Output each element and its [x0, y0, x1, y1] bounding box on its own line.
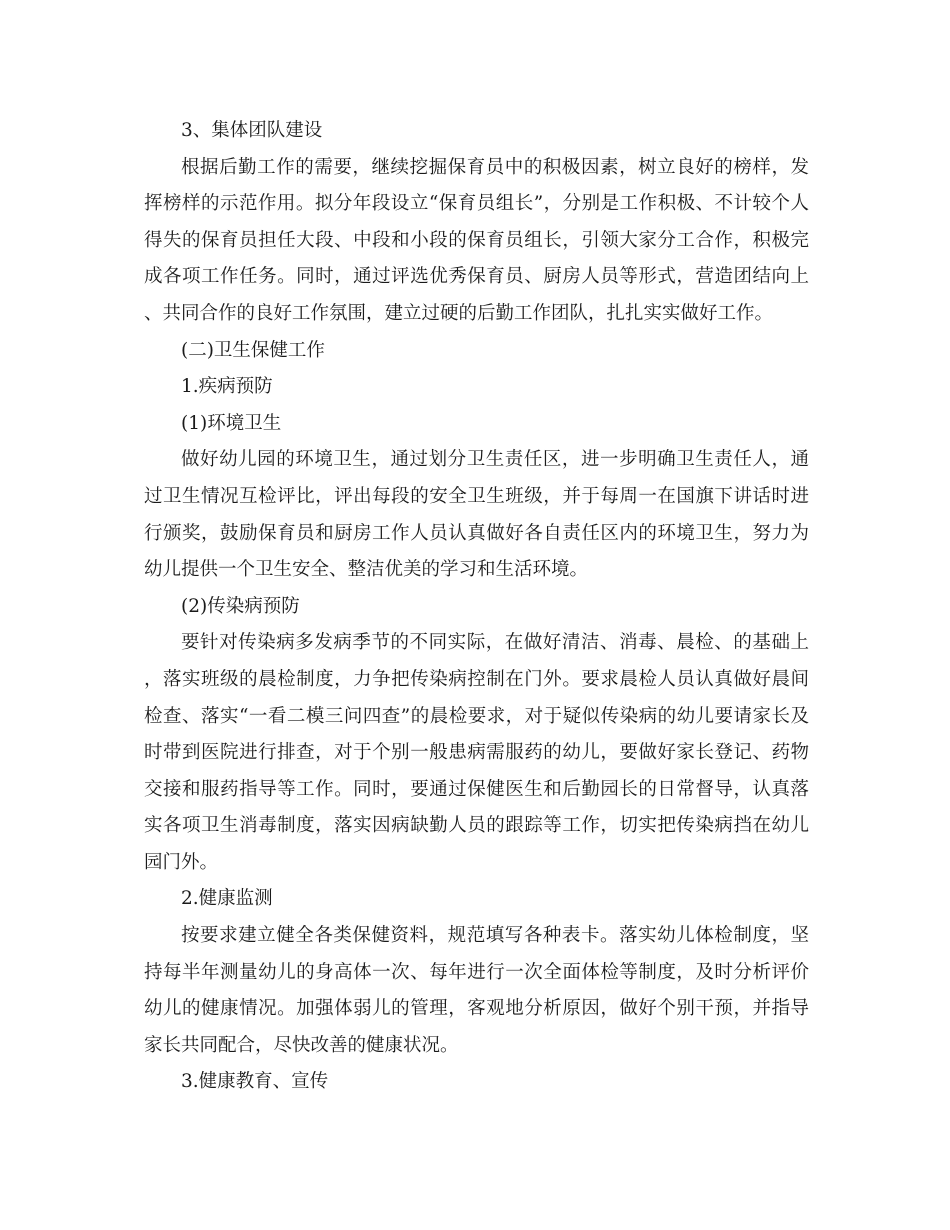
- subsection-heading-disease-prevention: 1.疾病预防: [181, 376, 273, 398]
- document-body: [144, 113, 809, 1101]
- section-heading-team-building: 3、集体团队建设: [181, 120, 323, 141]
- subsection-heading-health-education: 3.健康教育、宣传: [181, 1071, 329, 1093]
- paragraph-health-monitoring: 按要求建立健全各类保健资料，规范填写各种表卡。落实幼儿体检制度，坚持每半年测量幼儿的身高体一次、每年进行一次全面体检等制度，及时分析评价幼儿的健康情况。加强体弱儿的管理，客观地分析原因，做好个别干预，并指导家长共同配合，尽快改善的健康状况。: [144, 925, 809, 1056]
- item-heading-infectious-disease: (2)传染病预防: [181, 595, 300, 617]
- subsection-heading-health-monitoring: 2.健康监测: [181, 888, 273, 910]
- item-heading-environment-hygiene: (1)环境卫生: [181, 412, 282, 434]
- section-heading-health-care: (二)卫生保健工作: [181, 339, 325, 361]
- paragraph-infectious-disease: 要针对传染病多发病季节的不同实际，在做好清洁、消毒、晨检、的基础上，落实班级的晨检制度，力争把传染病控制在门外。要求晨检人员认真做好晨间检查、落实“一看二模三问四查”的晨检要求，对于疑似传染病的幼儿要请家长及时带到医院进行排查，对于个别一般患病需服药的幼儿，要做好家长登记、药物交接和服药指导等工作。同时，要通过保健医生和后勤园长的日常督导，认真落实各项卫生消毒制度，落实因病缺勤人员的跟踪等工作，切实把传染病挡在幼儿园门外。: [144, 632, 809, 873]
- paragraph-team-building: 根据后勤工作的需要，继续挖掘保育员中的积极因素，树立良好的榜样，发挥榜样的示范作用。拟分年段设立“保育员组长”，分别是工作积极、不计较个人得失的保育员担任大段、中段和小段的保育员组长，引领大家分工合作，积极完成各项工作任务。同时，通过评选优秀保育员、厨房人员等形式，营造团结向上、共同合作的良好工作氛围，建立过硬的后勤工作团队，扎扎实实做好工作。: [144, 156, 809, 324]
- paragraph-environment-hygiene: 做好幼儿园的环境卫生，通过划分卫生责任区，进一步明确卫生责任人，通过卫生情况互检评比，评出每段的安全卫生班级，并于每周一在国旗下讲话时进行颁奖，鼓励保育员和厨房工作人员认真做好各自责任区内的环境卫生，努力为幼儿提供一个卫生安全、整洁优美的学习和生活环境。: [144, 449, 809, 581]
